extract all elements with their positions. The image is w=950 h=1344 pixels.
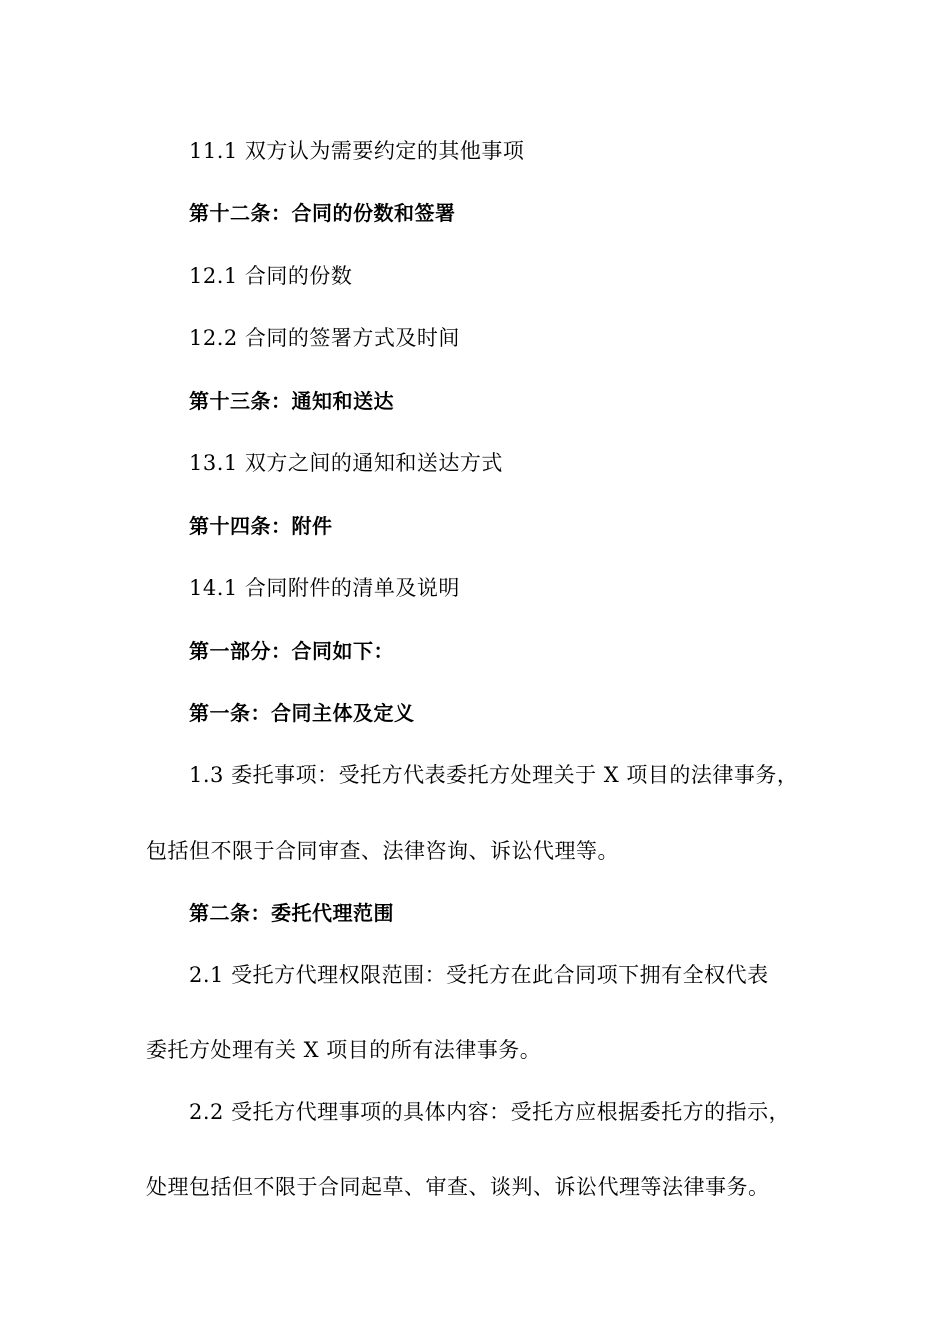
article-13-heading: 第十三条：通知和送达 <box>189 389 394 413</box>
article-14-heading: 第十四条：附件 <box>189 514 333 538</box>
clause-2-1-line-1: 2.1 受托方代理权限范围：受托方在此合同项下拥有全权代表 <box>189 963 769 987</box>
clause-12-2: 12.2 合同的签署方式及时间 <box>189 326 460 350</box>
clause-2-2-line-1: 2.2 受托方代理事项的具体内容：受托方应根据委托方的指示， <box>189 1100 791 1124</box>
clause-1-3-line-1: 1.3 委托事项：受托方代表委托方处理关于 X 项目的法律事务， <box>189 763 799 787</box>
article-12-heading: 第十二条：合同的份数和签署 <box>189 201 456 225</box>
clause-12-1: 12.1 合同的份数 <box>189 264 353 288</box>
clause-14-1: 14.1 合同附件的清单及说明 <box>189 576 460 600</box>
article-2-heading: 第二条：委托代理范围 <box>189 901 394 925</box>
part-1-heading: 第一部分：合同如下： <box>189 639 394 663</box>
clause-11-1: 11.1 双方认为需要约定的其他事项 <box>189 139 525 163</box>
clause-13-1: 13.1 双方之间的通知和送达方式 <box>189 451 503 475</box>
article-1-heading: 第一条：合同主体及定义 <box>189 701 415 725</box>
clause-2-2-line-2: 处理包括但不限于合同起草、审查、谈判、诉讼代理等法律事务。 <box>146 1175 770 1199</box>
clause-2-1-line-2: 委托方处理有关 X 项目的所有法律事务。 <box>146 1038 542 1062</box>
clause-1-3-line-2: 包括但不限于合同审查、法律咨询、诉讼代理等。 <box>146 839 619 863</box>
